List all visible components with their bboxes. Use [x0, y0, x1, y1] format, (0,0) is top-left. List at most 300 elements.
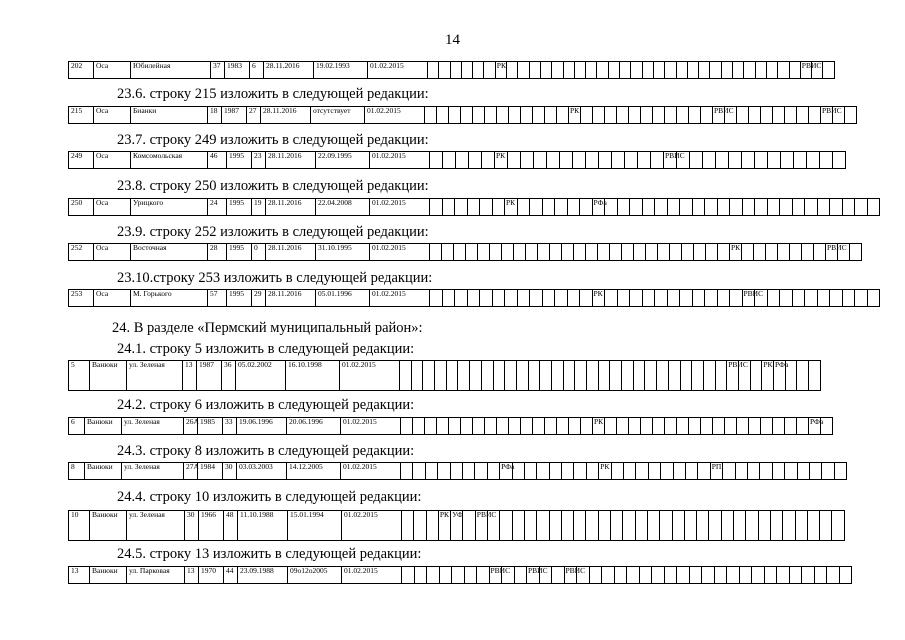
empty-cell	[830, 199, 843, 216]
empty-cell	[761, 107, 773, 124]
empty-cell	[425, 418, 437, 435]
empty-cell	[562, 244, 574, 261]
empty-cell	[509, 418, 521, 435]
empty-cell	[701, 107, 713, 124]
empty-cell	[735, 463, 747, 480]
empty-cell	[647, 511, 659, 541]
empty-cell	[670, 244, 682, 261]
empty-cell	[580, 290, 593, 307]
table-cell: 29	[252, 290, 266, 307]
empty-cell	[737, 107, 749, 124]
empty-cell	[703, 152, 716, 169]
table-cell: 01.02.2015	[370, 244, 430, 261]
empty-cell	[430, 199, 443, 216]
empty-cell	[685, 463, 697, 480]
empty-cell	[797, 418, 809, 435]
empty-cell	[706, 244, 718, 261]
table-cell: Юбилейная	[131, 62, 211, 79]
empty-cell	[574, 511, 586, 541]
table-cell: 252	[69, 244, 94, 261]
empty-cell	[587, 361, 599, 391]
empty-cell	[684, 511, 696, 541]
empty-cell	[642, 62, 653, 79]
empty-cell	[461, 418, 473, 435]
empty-cell	[521, 152, 534, 169]
code-mark: РВИС	[800, 62, 811, 79]
table-cell: 33	[223, 418, 237, 435]
empty-cell	[660, 511, 672, 541]
empty-cell	[770, 511, 782, 541]
table-cell: 24	[208, 199, 227, 216]
code-mark: РП	[710, 463, 722, 480]
empty-cell	[780, 290, 793, 307]
table-cell: Оса	[94, 290, 131, 307]
empty-cell	[777, 567, 790, 584]
table-cell: 1984	[198, 463, 223, 480]
empty-cell	[512, 511, 524, 541]
empty-cell	[709, 511, 721, 541]
table-cell: 28	[208, 244, 227, 261]
empty-cell	[557, 107, 569, 124]
empty-cell	[639, 567, 652, 584]
code-mark: РК	[569, 107, 581, 124]
empty-cell	[461, 107, 473, 124]
empty-cell	[680, 199, 693, 216]
table-cell: 23	[252, 152, 266, 169]
empty-cell	[705, 290, 718, 307]
table-cell: Ванюки	[90, 511, 127, 541]
code-mark: РК	[599, 463, 611, 480]
empty-cell	[507, 62, 518, 79]
table-cell: 01.02.2015	[370, 199, 430, 216]
empty-cell	[809, 361, 821, 391]
empty-cell	[744, 62, 755, 79]
empty-cell	[470, 361, 482, 391]
empty-cell	[778, 244, 790, 261]
empty-cell	[555, 290, 568, 307]
table-cell: 1995	[227, 199, 252, 216]
table-cell: ул. Зеленая	[127, 361, 183, 391]
table-cell: 8	[69, 463, 85, 480]
table-cell: 05.02.2002	[236, 361, 286, 391]
empty-cell	[755, 152, 768, 169]
empty-cell	[533, 107, 545, 124]
empty-cell	[550, 244, 562, 261]
code-mark: РФа	[500, 463, 512, 480]
empty-cell	[714, 567, 727, 584]
empty-cell	[657, 361, 669, 391]
empty-cell	[766, 62, 777, 79]
empty-cell	[783, 511, 795, 541]
table-cell: 30	[223, 463, 237, 480]
code-mark: РК	[762, 361, 774, 391]
empty-cell	[694, 244, 706, 261]
section-heading: 23.6. строку 215 изложить в следующей редакции:	[117, 86, 429, 102]
code-mark: РК	[592, 290, 605, 307]
table-cell: 19.06.1996	[237, 418, 287, 435]
empty-cell	[490, 244, 502, 261]
empty-cell	[505, 290, 518, 307]
code-mark: РК	[730, 244, 742, 261]
empty-cell	[617, 290, 630, 307]
empty-cell	[586, 62, 597, 79]
table-row	[69, 199, 880, 216]
section-heading: 23.9. строку 252 изложить в следующей редакции:	[117, 224, 429, 240]
empty-cell	[438, 463, 450, 480]
empty-cell	[481, 361, 493, 391]
record-table	[68, 243, 862, 261]
table-cell: 1995	[227, 244, 252, 261]
empty-cell	[692, 199, 705, 216]
empty-cell	[551, 361, 563, 391]
empty-cell	[689, 567, 702, 584]
empty-cell	[742, 199, 755, 216]
empty-cell	[454, 244, 466, 261]
empty-cell	[402, 567, 415, 584]
code-mark: РК	[495, 62, 506, 79]
empty-cell	[760, 463, 772, 480]
section-heading: 24.5. строку 13 изложить в следующей редакции:	[117, 546, 422, 562]
empty-cell	[542, 290, 555, 307]
empty-cell	[642, 290, 655, 307]
empty-cell	[781, 152, 794, 169]
empty-cell	[493, 361, 505, 391]
empty-cell	[834, 463, 846, 480]
empty-cell	[699, 62, 710, 79]
code-mark: РВИС	[713, 107, 725, 124]
empty-cell	[497, 418, 509, 435]
empty-cell	[437, 107, 449, 124]
empty-cell	[833, 152, 846, 169]
empty-cell	[480, 199, 493, 216]
empty-cell	[540, 62, 551, 79]
code-mark: РВИС	[564, 567, 577, 584]
table-cell: 19.02.1993	[314, 62, 368, 79]
code-mark: РФа	[809, 418, 821, 435]
empty-cell	[755, 62, 766, 79]
empty-cell	[739, 567, 752, 584]
empty-cell	[477, 567, 490, 584]
empty-cell	[599, 152, 612, 169]
table-cell: 22.09.1995	[316, 152, 370, 169]
empty-cell	[505, 361, 517, 391]
table-cell: 22.04.2008	[316, 199, 370, 216]
code-mark: РВИС	[821, 107, 833, 124]
empty-cell	[839, 567, 852, 584]
empty-cell	[500, 511, 512, 541]
empty-cell	[772, 463, 784, 480]
record-table	[68, 151, 846, 169]
empty-cell	[560, 152, 573, 169]
table-cell: 249	[69, 152, 94, 169]
empty-cell	[667, 199, 680, 216]
table-row	[69, 418, 833, 435]
empty-cell	[455, 199, 468, 216]
empty-cell	[807, 152, 820, 169]
empty-cell	[574, 463, 586, 480]
empty-cell	[581, 107, 593, 124]
section-heading: 24.1. строку 5 изложить в следующей редакции:	[117, 341, 415, 357]
empty-cell	[630, 290, 643, 307]
table-cell: 28.11.2016	[266, 290, 316, 307]
empty-cell	[723, 463, 735, 480]
empty-cell	[764, 567, 777, 584]
empty-cell	[780, 199, 793, 216]
empty-cell	[692, 290, 705, 307]
empty-cell	[542, 199, 555, 216]
table-cell: Ванюки	[85, 418, 122, 435]
empty-cell	[754, 244, 766, 261]
empty-cell	[658, 244, 670, 261]
empty-cell	[487, 463, 499, 480]
table-cell: 1987	[197, 361, 222, 391]
empty-cell	[797, 463, 809, 480]
table-cell: 09о12о2005	[288, 567, 342, 584]
empty-cell	[817, 199, 830, 216]
record-table	[68, 289, 880, 307]
empty-cell	[492, 290, 505, 307]
empty-cell	[589, 567, 602, 584]
empty-cell	[563, 361, 575, 391]
table-cell: 11.10.1988	[238, 511, 288, 541]
empty-cell	[549, 463, 561, 480]
table-cell: 26А	[184, 418, 198, 435]
table-cell: ул. Зеленая	[127, 511, 185, 541]
table-cell: ул. Зеленая	[122, 418, 184, 435]
empty-cell	[661, 463, 673, 480]
empty-cell	[462, 463, 474, 480]
table-cell: 28.11.2016	[266, 152, 316, 169]
empty-cell	[809, 107, 821, 124]
table-cell: Оса	[94, 152, 131, 169]
table-cell: 13	[183, 361, 197, 391]
table-row	[69, 463, 847, 480]
empty-cell	[464, 567, 477, 584]
empty-cell	[629, 107, 641, 124]
empty-cell	[645, 361, 657, 391]
empty-cell	[702, 567, 715, 584]
table-cell: 30	[185, 511, 199, 541]
table-cell: Оса	[94, 107, 131, 124]
empty-cell	[452, 567, 465, 584]
empty-cell	[627, 567, 640, 584]
empty-cell	[655, 290, 668, 307]
empty-cell	[676, 62, 687, 79]
empty-cell	[867, 199, 880, 216]
empty-cell	[682, 244, 694, 261]
table-cell: Ванюки	[90, 567, 127, 584]
empty-cell	[545, 107, 557, 124]
empty-cell	[665, 62, 676, 79]
empty-cell	[850, 244, 862, 261]
empty-cell	[524, 511, 536, 541]
empty-cell	[533, 418, 545, 435]
empty-cell	[701, 418, 713, 435]
empty-cell	[802, 244, 814, 261]
empty-cell	[789, 62, 800, 79]
empty-cell	[605, 107, 617, 124]
empty-cell	[517, 290, 530, 307]
table-cell: ул. Парковая	[127, 567, 185, 584]
table-cell: 1983	[225, 62, 250, 79]
empty-cell	[538, 244, 550, 261]
empty-cell	[842, 199, 855, 216]
empty-cell	[567, 199, 580, 216]
table-cell: 1970	[199, 567, 224, 584]
empty-cell	[526, 244, 538, 261]
table-cell: 253	[69, 290, 94, 307]
table-cell: 1987	[222, 107, 247, 124]
table-cell: 01.02.2015	[365, 107, 425, 124]
empty-cell	[634, 244, 646, 261]
empty-cell	[830, 290, 843, 307]
table-cell: 01.02.2015	[342, 567, 402, 584]
empty-cell	[795, 511, 807, 541]
empty-cell	[502, 244, 514, 261]
empty-cell	[749, 418, 761, 435]
empty-cell	[463, 511, 475, 541]
code-mark: РК	[495, 152, 508, 169]
table-cell: 44	[224, 567, 238, 584]
record-table	[68, 61, 835, 79]
empty-cell	[622, 244, 634, 261]
empty-cell	[617, 199, 630, 216]
empty-cell	[727, 567, 740, 584]
empty-cell	[845, 107, 857, 124]
empty-cell	[822, 463, 834, 480]
empty-cell	[401, 463, 413, 480]
empty-cell	[653, 62, 664, 79]
empty-cell	[733, 62, 744, 79]
table-cell: 1966	[199, 511, 224, 541]
empty-cell	[680, 290, 693, 307]
empty-cell	[623, 511, 635, 541]
empty-cell	[485, 107, 497, 124]
code-mark: РВИС	[527, 567, 540, 584]
empty-cell	[734, 511, 746, 541]
empty-cell	[492, 199, 505, 216]
empty-cell	[611, 511, 623, 541]
empty-cell	[677, 567, 690, 584]
table-row	[69, 290, 880, 307]
empty-cell	[697, 511, 709, 541]
empty-cell	[651, 152, 664, 169]
empty-cell	[767, 199, 780, 216]
empty-cell	[715, 361, 727, 391]
empty-cell	[758, 511, 770, 541]
code-mark: РВИС	[489, 567, 502, 584]
section-heading: 24.3. строку 8 изложить в следующей редакции:	[117, 443, 415, 459]
code-mark: РВИС	[664, 152, 677, 169]
empty-cell	[805, 199, 818, 216]
empty-cell	[517, 199, 530, 216]
empty-cell	[730, 290, 743, 307]
empty-cell	[750, 361, 762, 391]
empty-cell	[480, 290, 493, 307]
empty-cell	[439, 567, 452, 584]
empty-cell	[610, 361, 622, 391]
empty-cell	[716, 152, 729, 169]
record-table	[68, 462, 847, 480]
empty-cell	[514, 567, 527, 584]
empty-cell	[689, 107, 701, 124]
empty-cell	[442, 199, 455, 216]
empty-cell	[633, 361, 645, 391]
empty-cell	[430, 152, 443, 169]
empty-cell	[767, 290, 780, 307]
table-cell: 46	[208, 152, 227, 169]
empty-cell	[737, 418, 749, 435]
empty-cell	[581, 418, 593, 435]
section-heading: 24.2. строку 6 изложить в следующей редакции:	[117, 397, 415, 413]
empty-cell	[473, 62, 484, 79]
record-table	[68, 360, 821, 391]
empty-cell	[435, 361, 447, 391]
code-mark: РВИС	[742, 290, 755, 307]
section-heading: 23.8. строку 250 изложить в следующей редакции:	[117, 178, 429, 194]
empty-cell	[437, 418, 449, 435]
empty-cell	[482, 152, 495, 169]
empty-cell	[450, 62, 461, 79]
empty-cell	[509, 107, 521, 124]
empty-cell	[426, 511, 438, 541]
table-cell: 10	[69, 511, 90, 541]
empty-cell	[574, 244, 586, 261]
table-cell: 250	[69, 199, 94, 216]
empty-cell	[425, 107, 437, 124]
empty-cell	[439, 62, 450, 79]
empty-cell	[516, 361, 528, 391]
page-number: 14	[445, 32, 460, 48]
empty-cell	[534, 152, 547, 169]
empty-cell	[622, 361, 634, 391]
table-cell: 01.02.2015	[341, 418, 401, 435]
empty-cell	[427, 567, 440, 584]
empty-cell	[832, 511, 844, 541]
code-mark: РФа	[592, 199, 605, 216]
empty-cell	[413, 418, 425, 435]
empty-cell	[631, 62, 642, 79]
empty-cell	[802, 567, 815, 584]
empty-cell	[636, 463, 648, 480]
empty-cell	[746, 511, 758, 541]
empty-cell	[642, 199, 655, 216]
empty-cell	[721, 511, 733, 541]
empty-cell	[785, 418, 797, 435]
empty-cell	[827, 567, 840, 584]
table-cell: 48	[224, 511, 238, 541]
empty-cell	[612, 152, 625, 169]
empty-cell	[749, 107, 761, 124]
empty-cell	[638, 152, 651, 169]
empty-cell	[458, 361, 470, 391]
empty-cell	[809, 463, 821, 480]
table-cell: 28.11.2016	[266, 199, 316, 216]
empty-cell	[730, 199, 743, 216]
table-cell: 6	[250, 62, 264, 79]
empty-cell	[677, 418, 689, 435]
empty-cell	[555, 199, 568, 216]
table-cell: 28.11.2016	[264, 62, 314, 79]
empty-cell	[580, 199, 593, 216]
empty-cell	[729, 152, 742, 169]
empty-cell	[414, 511, 426, 541]
empty-cell	[789, 567, 802, 584]
empty-cell	[586, 511, 598, 541]
table-cell: 28.11.2016	[266, 244, 316, 261]
empty-cell	[575, 361, 587, 391]
table-cell: 13	[185, 567, 199, 584]
